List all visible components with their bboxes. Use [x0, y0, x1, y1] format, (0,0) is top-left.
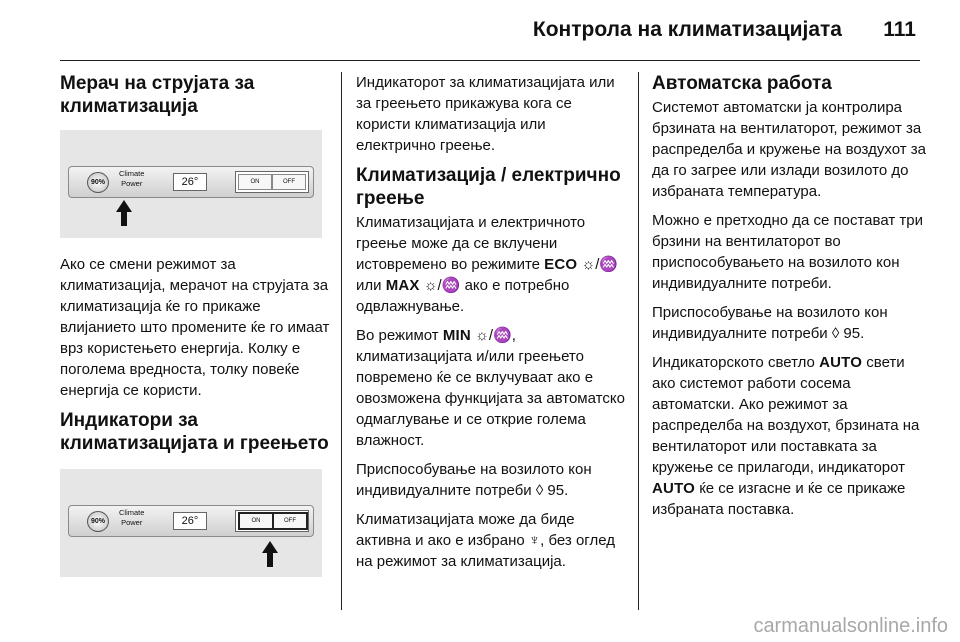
column-2: [356, 72, 626, 580]
section-heading-automatic: Автоматска работа: [652, 73, 832, 94]
column-1: [60, 72, 330, 593]
paragraph: Системот автоматски ја контролира брзината на вентилаторот, режимот за распределба и кружење на воздухот за да го загрее или излади возилото до избраната температура.: [652, 99, 926, 200]
figure-indicators: [60, 469, 322, 577]
ac-heat-icon: ☼/♒: [581, 256, 619, 273]
section-heading-climate-meter: Мерач на струјата за климатизација: [60, 73, 255, 117]
arrow-stem: [121, 212, 127, 226]
paragraph: Приспособување на возилото кон индивидуалните потреби ◊ 95.: [652, 304, 888, 342]
heat-off-button: OFF: [272, 174, 306, 190]
paragraph: Во режимот MIN ☼/♒, климатизацијата и/или греењето повремено ќе се вклучуваат ако е овозможена функцијата за автоматско одмаглување и се открие голема влажност.: [356, 327, 625, 449]
watermark: carmanualsonline.info: [753, 615, 948, 637]
max-mode: MAX: [385, 277, 420, 294]
min-mode: MIN: [442, 327, 471, 344]
header-title: Контрола на климатизацијата: [532, 18, 842, 41]
paragraph: Климатизацијата може да биде активна и ако е избрано ♆, без оглед на режимот за климатизација.: [356, 511, 615, 570]
column-3: [652, 72, 930, 528]
climate-control-panel: [68, 166, 314, 198]
climate-power-label: Climate Power: [119, 508, 145, 527]
page-number: 111: [883, 18, 916, 41]
climate-power-gauge: 90%: [87, 172, 109, 193]
temperature-display: 26°: [173, 512, 207, 530]
ac-heat-icon: ☼/♒: [475, 327, 512, 344]
paragraph: Индикаторот за климатизацијата или за греењето прикажува кога се користи климатизација или електрично греење.: [356, 74, 615, 154]
column-divider: [341, 72, 342, 610]
figure-climate-power-meter: [60, 130, 322, 238]
section-heading-indicators: Индикатори за климатизацијата и греењето: [60, 410, 329, 454]
heat-off-button: OFF: [272, 512, 308, 530]
ac-on-button: ON: [238, 174, 272, 190]
ac-heat-toggle: [235, 171, 309, 193]
paragraph: Приспособување на возилото кон индивидуалните потреби ◊ 95.: [356, 461, 592, 499]
climate-control-panel: [68, 505, 314, 537]
column-divider: [638, 72, 639, 610]
temperature-display: 26°: [173, 173, 207, 191]
paragraph: Индикаторското светло AUTO свети ако системот работи сосема автоматски. Ако режимот за распределба на воздухот, брзината на вентилаторот или поставката за кружење се прилагоди, индикаторот AUTO ќе се изгасне и ќе се прикаже избраната поставка.: [652, 354, 920, 518]
ac-heat-icon: ☼/♒: [423, 277, 461, 294]
section-heading-ac-heating: Климатизација / електрично греење: [356, 165, 621, 209]
climate-power-gauge: 90%: [87, 511, 109, 532]
paragraph: Климатизацијата и електричното греење може да се вклучени истовремено во режимите ECO ☼/♒ или MAX ☼/♒ ако е потребно одвлажнување.: [356, 214, 619, 315]
paragraph: Ако се смени режимот за климатизација, мерачот на струјата за климатизација ќе го прикаже влијанието што промените ќе го имаат врз користењето енергија. Колку е поголема вредноста, толку повеќе енергија се користи.: [60, 256, 330, 399]
arrow-up-icon: [116, 200, 132, 212]
arrow-up-icon: [262, 541, 278, 553]
eco-mode: ECO: [544, 256, 578, 273]
defrost-icon: ♆: [528, 532, 541, 549]
climate-power-label: Climate Power: [119, 169, 145, 188]
arrow-stem: [267, 553, 273, 567]
auto-indicator: AUTO: [652, 480, 696, 497]
ac-on-button: ON: [238, 512, 274, 530]
ac-heat-toggle: [235, 510, 309, 532]
paragraph: Можно е претходно да се постават три брзини на вентилаторот во приспособувањето на возилото кон индивидуалните потреби.: [652, 212, 923, 292]
header-rule: [60, 60, 920, 61]
auto-indicator: AUTO: [819, 354, 863, 371]
